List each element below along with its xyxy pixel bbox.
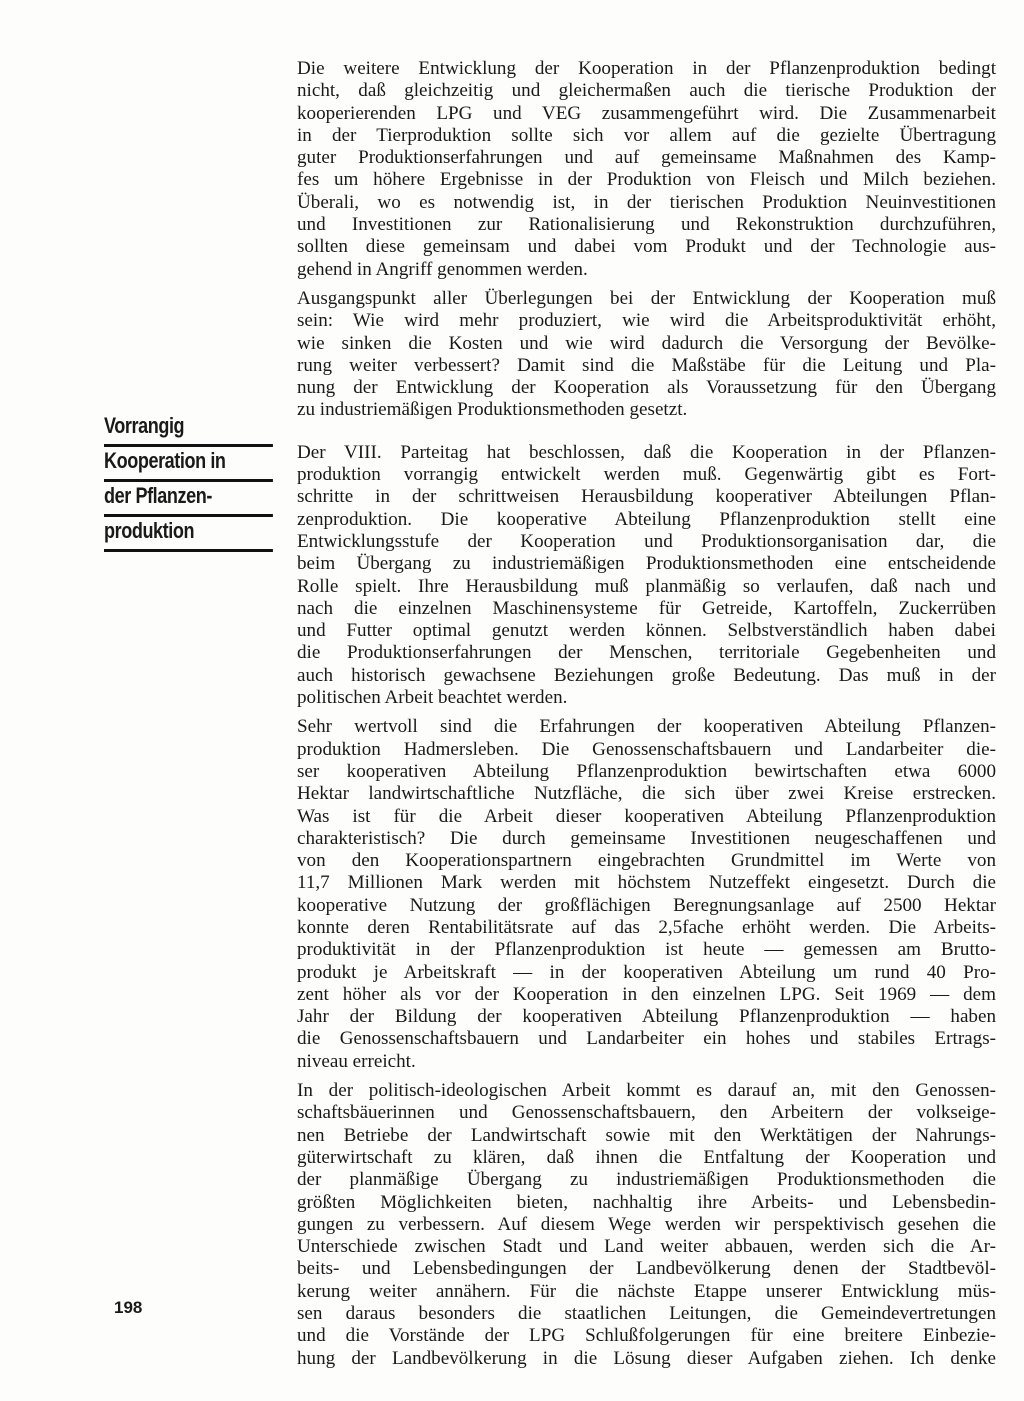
text-line: der planmäßige Übergang zu industriemäßigen Produktionsmethoden die xyxy=(297,1169,996,1191)
text-line: nen Betriebe der Landwirtschaft sowie mit den Werktätigen der Nahrungs- xyxy=(297,1124,996,1146)
text-line: ser kooperativen Abteilung Pflanzenproduktion bewirtschaften etwa 6000 xyxy=(297,760,996,782)
text-line: kooperative Nutzung der großflächigen Beregnungsanlage auf 2500 Hektar xyxy=(297,894,996,916)
text-line: schaftsbäuerinnen und Genossenschaftsbauern, den Arbeitern der volkseige- xyxy=(297,1102,996,1124)
text-line: 11,7 Millionen Mark werden mit höchstem Nutzeffekt eingesetzt. Durch die xyxy=(297,872,996,894)
text-line: nach die einzelnen Maschinensysteme für Getreide, Kartoffeln, Zuckerrüben xyxy=(297,597,996,619)
text-line: kooperierenden LPG und VEG zusammengeführt wird. Die Zusammenarbeit xyxy=(297,102,996,124)
text-line: zenproduktion. Die kooperative Abteilung Pflanzenproduktion stellt eine xyxy=(297,508,996,530)
text-line: produkt je Arbeitskraft — in der kooperativen Abteilung um rund 40 Pro- xyxy=(297,961,996,983)
text-line: beits- und Lebensbedingungen der Landbevölkerung denen der Stadtbevöl- xyxy=(297,1258,996,1280)
text-line: gungen zu verbessern. Auf diesem Wege werden wir perspektivisch gesehen die xyxy=(297,1213,996,1235)
text-line: produktion Hadmersleben. Die Genossenschaftsbauern und Landarbeiter die- xyxy=(297,738,996,760)
text-line: Ausgangspunkt aller Überlegungen bei der Entwicklung der Kooperation muß xyxy=(297,287,996,309)
text-line: Die weitere Entwicklung der Kooperation in der Pflanzenproduktion bedingt xyxy=(297,58,996,79)
text-line: produktion vorrangig entwickelt werden muß. Gegenwärtig gibt es Fort- xyxy=(297,464,996,486)
text-line: güterwirtschaft zu klären, daß ihnen die Entfaltung der Kooperation und xyxy=(297,1146,996,1168)
text-line: gehend in Angriff genommen werden. xyxy=(297,258,588,280)
text-line: niveau erreicht. xyxy=(297,1050,416,1072)
margin-heading-line-3: der Pflanzen- xyxy=(104,482,273,517)
text-line: in der Tierproduktion sollte sich vor allem auf die gezielte Übertragung xyxy=(297,124,996,146)
paragraph xyxy=(297,716,996,1073)
margin-heading-line-1: Vorrangig xyxy=(104,412,273,447)
text-line: zu industriemäßigen Produktionsmethoden gesetzt. xyxy=(297,399,688,421)
text-line: Sehr wertvoll sind die Erfahrungen der kooperativen Abteilung Pflanzen- xyxy=(297,716,996,738)
text-line: hung der Landbevölkerung in die Lösung dieser Aufgaben ziehen. Ich denke xyxy=(297,1347,996,1369)
text-line: auch historisch gewachsene Beziehungen große Bedeutung. Das muß in der xyxy=(297,664,996,686)
text-line: rung weiter verbessert? Damit sind die Maßstäbe für die Leitung und Pla- xyxy=(297,354,996,376)
text-line: Überali, wo es notwendig ist, in der tierischen Produktion Neuinvestitionen xyxy=(297,191,996,213)
paragraph xyxy=(297,288,996,422)
margin-heading-line-4: produktion xyxy=(104,517,273,552)
text-line: kerung weiter annähern. Für die nächste Etappe unserer Entwicklung müs- xyxy=(297,1280,996,1302)
text-line: sollten diese gemeinsam und dabei vom Produkt und der Technologie aus- xyxy=(297,236,996,258)
text-line: Rolle spielt. Ihre Herausbildung muß planmäßig so verlaufen, daß nach und xyxy=(297,575,996,597)
body-text-column xyxy=(297,58,996,1377)
text-line: sen daraus besonders die staatlichen Leitungen, die Gemeindevertretungen xyxy=(297,1303,996,1325)
margin-heading xyxy=(104,412,274,552)
text-line: nung der Entwicklung der Kooperation als Voraussetzung für den Übergang xyxy=(297,377,996,399)
page-number: 198 xyxy=(114,1298,143,1317)
text-line: zent höher als vor der Kooperation in den einzelnen LPG. Seit 1969 — dem xyxy=(297,983,996,1005)
paragraph xyxy=(297,442,996,710)
text-line: größten Möglichkeiten bieten, nachhaltig ihre Arbeits- und Lebensbedin- xyxy=(297,1191,996,1213)
text-line: und Investitionen zur Rationalisierung und Rekonstruktion durchzuführen, xyxy=(297,214,996,236)
text-line: und die Vorstände der LPG Schlußfolgerungen für eine breitere Einbezie- xyxy=(297,1325,996,1347)
text-line: schritte in der schrittweisen Herausbildung kooperativer Abteilungen Pflan- xyxy=(297,486,996,508)
text-line: beim Übergang zu industriemäßigen Produktionsmethoden eine entscheidende xyxy=(297,553,996,575)
text-line: politischen Arbeit beachtet werden. xyxy=(297,687,568,709)
text-line: die Produktionserfahrungen der Menschen, territoriale Gegebenheiten und xyxy=(297,642,996,664)
text-line: Unterschiede zwischen Stadt und Land weiter abbauen, werden sich die Ar- xyxy=(297,1236,996,1258)
text-line: nicht, daß gleichzeitig und gleichermaßen auch die tierische Produktion der xyxy=(297,80,996,102)
text-line: fes um höhere Ergebnisse in der Produktion von Fleisch und Milch beziehen. xyxy=(297,169,996,191)
text-line: charakteristisch? Die durch gemeinsame Investitionen neugeschaffenen und xyxy=(297,827,996,849)
text-line: produktivität in der Pflanzenproduktion ist heute — gemessen am Brutto- xyxy=(297,939,996,961)
text-line: guter Produktionserfahrungen und auf gemeinsame Maßnahmen des Kamp- xyxy=(297,147,996,169)
text-line: von den Kooperationspartnern eingebrachten Grundmittel im Werte von xyxy=(297,850,996,872)
text-line: Der VIII. Parteitag hat beschlossen, daß die Kooperation in der Pflanzen- xyxy=(297,441,996,463)
text-line: In der politisch-ideologischen Arbeit kommt es darauf an, mit den Genossen- xyxy=(297,1080,996,1102)
margin-heading-line-2: Kooperation in xyxy=(104,447,273,482)
text-line: die Genossenschaftsbauern und Landarbeiter ein hohes und stabiles Ertrags- xyxy=(297,1028,996,1050)
text-line: Hektar landwirtschaftliche Nutzfläche, die sich über zwei Kreise erstrecken. xyxy=(297,783,996,805)
text-line: Was ist für die Arbeit dieser kooperativen Abteilung Pflanzenproduktion xyxy=(297,805,996,827)
text-line: Jahr der Bildung der kooperativen Abteilung Pflanzenproduktion — haben xyxy=(297,1006,996,1028)
text-line: konnte deren Rentabilitätsrate auf das 2,5fache erhöht werden. Die Arbeits- xyxy=(297,916,996,938)
paragraph xyxy=(297,58,996,281)
text-line: und Futter optimal genutzt werden können. Selbstverständlich haben dabei xyxy=(297,620,996,642)
text-line: sein: Wie wird mehr produziert, wie wird die Arbeitsproduktivität erhöht, xyxy=(297,310,996,332)
paragraph xyxy=(297,1080,996,1370)
text-line: Entwicklungsstufe der Kooperation und Produktionsorganisation dar, die xyxy=(297,530,996,552)
text-line: wie sinken die Kosten und wie wird dadurch die Versorgung der Bevölke- xyxy=(297,332,996,354)
